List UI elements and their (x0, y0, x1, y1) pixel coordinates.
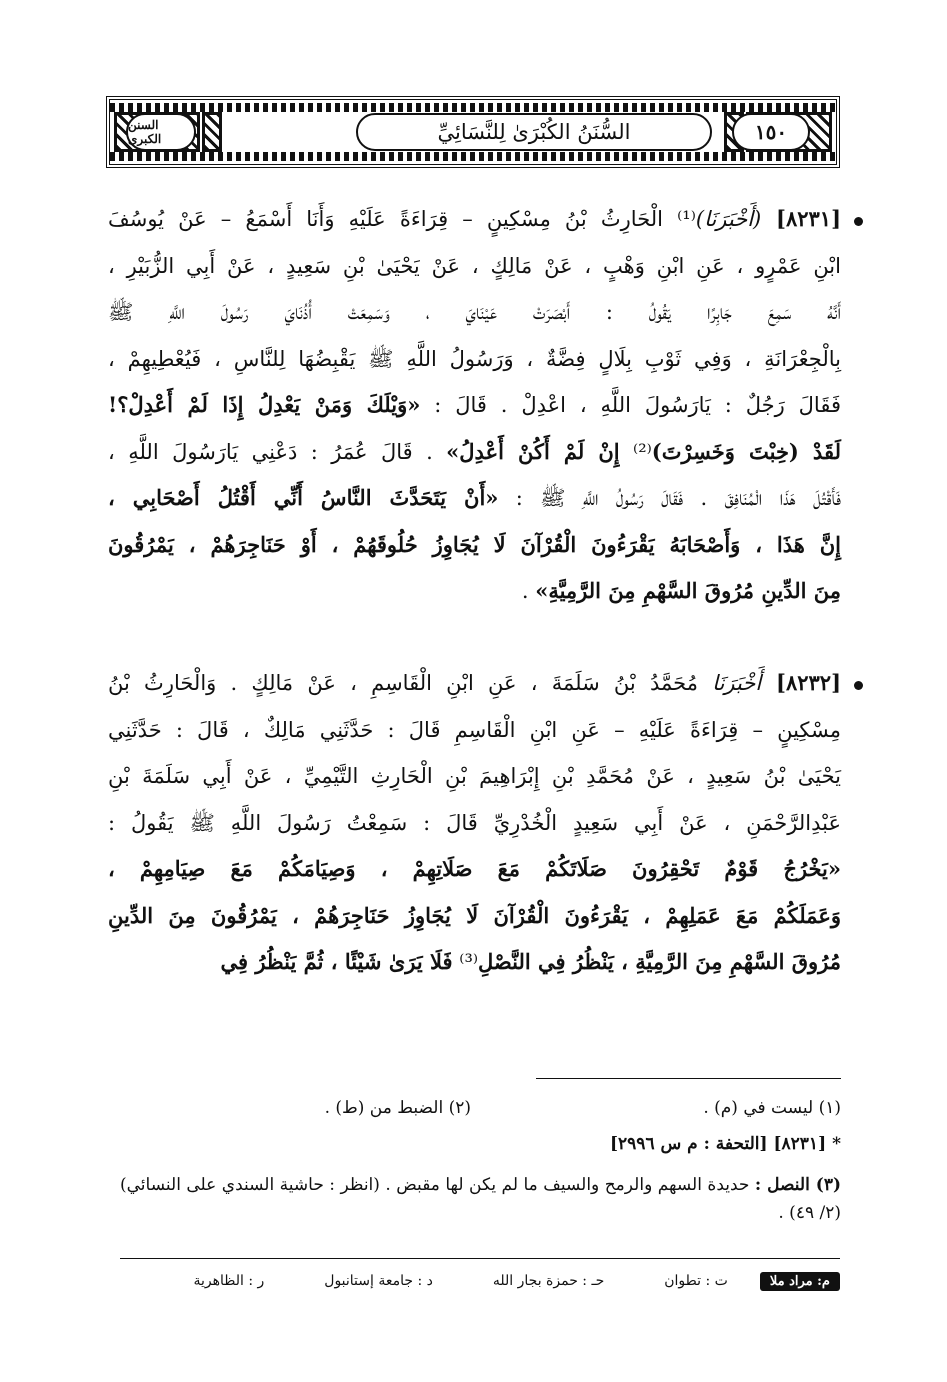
footnote-1: (١) ليست في (م) . (703, 1098, 841, 1118)
text-segment: عَبْدِالرَّحْمَنِ ، عَنْ أَبِي سَعِيدٍ الْخُدْرِيِّ قَالَ : سَمِعْتُ رَسُولَ اللَّهِ ﷺ يَقُولُ : (108, 810, 841, 835)
book-logo: السنن الكبرى (126, 113, 196, 151)
text-segment: ⁽²⁾ (619, 439, 652, 464)
entry-number: [٨٢٣١] (761, 206, 842, 231)
text-line (108, 429, 841, 476)
footer-divider (120, 1258, 840, 1259)
text-segment: «وَيْلَكَ وَمَنْ يَعْدِلُ إِذَا لَمْ أَعْدِلْ؟! (108, 392, 421, 417)
header-ornament (202, 112, 222, 152)
page-header (106, 96, 840, 168)
text-line (108, 243, 841, 290)
source-label: ت : تطوان (664, 1273, 728, 1289)
footnote-divider (536, 1078, 841, 1079)
hadith-entry-8231 (108, 196, 841, 615)
source-label: د : جامعة إستانبول (324, 1273, 433, 1289)
text-segment: (أَخْبَرَنَا) (695, 207, 762, 231)
text-segment: ⁽¹⁾ الْحَارِثُ بْنُ مِسْكِينٍ – قِرَاءَةً عَلَيْهِ وَأَنَا أَسْمَعُ – عَنْ يُوسُفَ (108, 207, 696, 231)
header-ornament-band (110, 152, 836, 161)
text-segment: مُحَمَّدُ بْنُ سَلَمَةَ ، عَنِ ابْنِ الْقَاسِمِ ، عَنْ مَالِكٍ . وَالْحَارِثُ بْنُ (108, 671, 713, 695)
text-segment: فَلَا يَرَىٰ شَيْئًا ، ثُمَّ يَنْظُرُ فِي (220, 949, 453, 974)
text-line (108, 846, 841, 893)
bullet-icon (854, 217, 863, 226)
text-segment: مِسْكِينٍ – قِرَاءَةً عَلَيْهِ – عَنِ ابْنِ الْقَاسِمِ قَالَ : حَدَّثَنِي مَالِكٌ ، قَالَ : حَدَّثَنِي (108, 717, 841, 742)
text-line (108, 522, 841, 569)
text-segment: لَقَدْ (خِبْتَ وَخَسِرْتَ) (651, 438, 841, 464)
footnote-3: (٣) النصل : حديدة السهم والرمح والسيف ما لم يكن لها مقبض . (انظر : حاشية السندي على النسائي) (٢/ ٤٩) . (120, 1175, 841, 1223)
text-segment: «أَنْ يَتَحَدَّثَ النَّاسُ أَنِّي أَقْتُلُ أَصْحَابِي ، (108, 485, 499, 510)
star-icon: * (832, 1134, 841, 1154)
text-line (108, 289, 841, 336)
bullet-icon (854, 681, 863, 690)
text-segment: أَخْبَرَنَا (712, 671, 762, 695)
footnote-2: (٢) الضبط من (ط) . (324, 1098, 471, 1118)
source-label: حـ : حمزة بجار الله (492, 1273, 605, 1289)
text-segment: فَقَالَ رَجُلٌ : يَارَسُولَ اللَّهِ ، اعْدِلْ . قَالَ : (420, 393, 841, 417)
header-ornament-band (110, 103, 836, 112)
text-segment: «يَخْرُجُ قَوْمٌ تَحْقِرُونَ صَلَاتَكُمْ مَعَ صَلَاتِهِمْ ، وَصِيَامَكُمْ مَعَ صِيَامِهِمْ ، (108, 856, 841, 881)
text-segment: مُرُوقَ السَّهْمِ مِنَ الرَّمِيَّةِ ، يَنْظُرُ فِي النَّصْلِ (478, 949, 841, 974)
text-line (108, 707, 841, 754)
hadith-entry-8232 (108, 660, 841, 986)
text-line (108, 753, 841, 800)
text-line (108, 336, 841, 383)
text-line (108, 893, 841, 940)
text-line (108, 939, 841, 986)
text-segment: . (521, 579, 536, 603)
source-badge: م: مراد ملا (760, 1272, 840, 1291)
text-segment: إِنَّ هَذَا ، وَأَصْحَابَهُ يَقْرَءُونَ الْقُرْآنَ لَا يُجَاوِزُ حُلُوقَهُمْ ، أَوْ حَنَاجِرَهُمْ ، يَمْرُقُونَ (108, 531, 841, 557)
text-line (108, 568, 841, 615)
text-segment: ابْنِ عَمْرٍو ، عَنِ ابْنِ وَهْبٍ ، عَنْ مَالِكٍ ، عَنْ يَحْيَىٰ بْنِ سَعِيدٍ ، عَنْ أَبِي الزُّبَيْرِ ، (108, 253, 841, 278)
text-segment: إِنْ لَمْ أَكُنْ أَعْدِلُ» (446, 438, 620, 464)
manuscript-sources (120, 1266, 840, 1296)
text-line (108, 475, 841, 522)
source-label: ر : الظاهرية (193, 1273, 265, 1289)
text-line (108, 660, 841, 707)
text-segment: فَأَقْتُلَ هَذَا الْمُنَافِقَ . فَقَالَ رَسُولُ اللَّهِ ﷺ : (498, 486, 841, 510)
tuhfa-reference: *[٨٢٣١] [التحفة : م س ٢٩٩٦] (610, 1134, 841, 1154)
text-line (108, 800, 841, 847)
text-segment: مِنَ الدِّينِ مُرُوقَ السَّهْمِ مِنَ الرَّمِيَّةِ» (535, 578, 841, 603)
text-segment: بِالْجِعْرَانَةِ ، وَفِي ثَوْبِ بِلَالٍ فِضَّةٌ ، وَرَسُولُ اللَّهِ ﷺ يَقْبِضُهَا لِلنَّاسِ ، فَيُعْطِيهِمْ ، (108, 346, 841, 371)
entry-number: [٨٢٣٢] (761, 670, 842, 695)
text-segment: . قَالَ عُمَرُ : دَعْنِي يَارَسُولَ اللَّهِ ، (108, 439, 447, 464)
text-segment: أَنَّهُ سَمِعَ جَابِرًا يَقُولُ : أَبْصَرَتْ عَيْنَايَ ، وَسَمِعَتْ أُذُنَايَ رَسُولَ اللَّهِ ﷺ (108, 300, 841, 324)
text-line (108, 382, 841, 429)
text-segment: ⁽³⁾ (452, 950, 479, 974)
text-segment: يَحْيَىٰ بْنُ سَعِيدٍ ، عَنْ مُحَمَّدِ بْنِ إِبْرَاهِيمَ بْنِ الْحَارِثِ التَّيْمِيِّ ، عَنْ أَبِي سَلَمَةَ بْنِ (108, 764, 841, 788)
page-number: ١٥٠ (732, 113, 810, 151)
text-line (108, 196, 841, 243)
running-title: السُّنَنُ الكُبْرَىٰ لِلنَّسَائِيِّ (356, 113, 712, 151)
text-segment: وَعَمَلَكُمْ مَعَ عَمَلِهِمْ ، يَقْرَءُونَ الْقُرْآنَ لَا يُجَاوِزُ حَنَاجِرَهُمْ ، يَمْرُقُونَ مِنَ الدِّينِ (108, 902, 841, 928)
